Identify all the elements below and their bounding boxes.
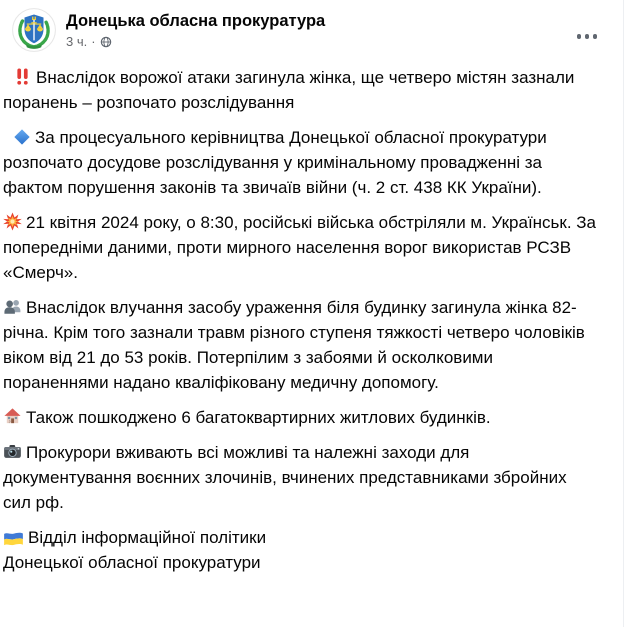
post-paragraph	[3, 440, 597, 515]
paragraph-text: Внаслідок ворожої атаки загинула жінка, ще четверо містян зазнали поранень – розпочато розслідування	[3, 68, 575, 112]
paragraph-text: Внаслідок влучання засобу ураження біля будинку загинула жінка 82-річна. Крім того зазнали травм різного ступеня тяжкості четверо чоловіків віком від 21 до 53 років. Потерпілим з забоями й осколковими пораненнями надано кваліфіковану медичну допомогу.	[3, 298, 585, 392]
flag-ukraine-icon	[3, 531, 24, 546]
post-meta	[66, 34, 325, 50]
ellipsis-icon	[577, 34, 582, 39]
small-blue-diamond-icon	[13, 128, 31, 146]
globe-icon	[100, 36, 112, 48]
paragraph-text: Прокурори вживають всі можливі та належні заходи для документування воєнних злочинів, вчинених представниками збройних сил рф.	[3, 443, 567, 512]
paragraph-text: Також пошкоджено 6 багатоквартирних житлових будинків.	[26, 408, 491, 427]
post-header	[12, 8, 597, 52]
post-paragraph	[3, 405, 597, 430]
collision-icon	[3, 212, 22, 231]
post-paragraph	[3, 125, 597, 200]
prosecutor-emblem-icon	[12, 8, 56, 52]
author-name[interactable]: Донецька обласна прокуратура	[66, 12, 326, 30]
paragraph-text: Відділ інформаційної політики	[28, 528, 267, 547]
derelict-house-icon	[3, 407, 22, 426]
paragraph-text: 21 квітня 2024 року, о 8:30, російські війська обстріляли м. Українськ. За попередніми даними, проти мирного населення ворог використав РСЗВ «Смерч».	[3, 213, 597, 282]
busts-in-silhouette-icon	[3, 297, 22, 316]
more-options-button[interactable]	[571, 28, 604, 45]
header-text	[66, 8, 325, 50]
double-exclamation-icon	[13, 67, 32, 86]
post-paragraph	[3, 525, 597, 575]
avatar[interactable]	[12, 8, 56, 52]
post-paragraph	[3, 65, 597, 115]
post-paragraph	[3, 295, 597, 395]
timestamp[interactable]: 3 ч.	[66, 34, 88, 49]
paragraph-text: За процесуального керівництва Донецької обласної прокуратури розпочато досудове розслідування у кримінальному провадженні за фактом порушення законів та звичаїв війни (ч. 2 ст. 438 КК України).	[3, 128, 547, 197]
paragraph-text: Донецької обласної прокуратури	[3, 553, 261, 572]
post-body	[3, 65, 597, 575]
meta-separator: ·	[91, 34, 96, 49]
camera-icon	[3, 442, 22, 461]
post-paragraph	[3, 210, 597, 285]
